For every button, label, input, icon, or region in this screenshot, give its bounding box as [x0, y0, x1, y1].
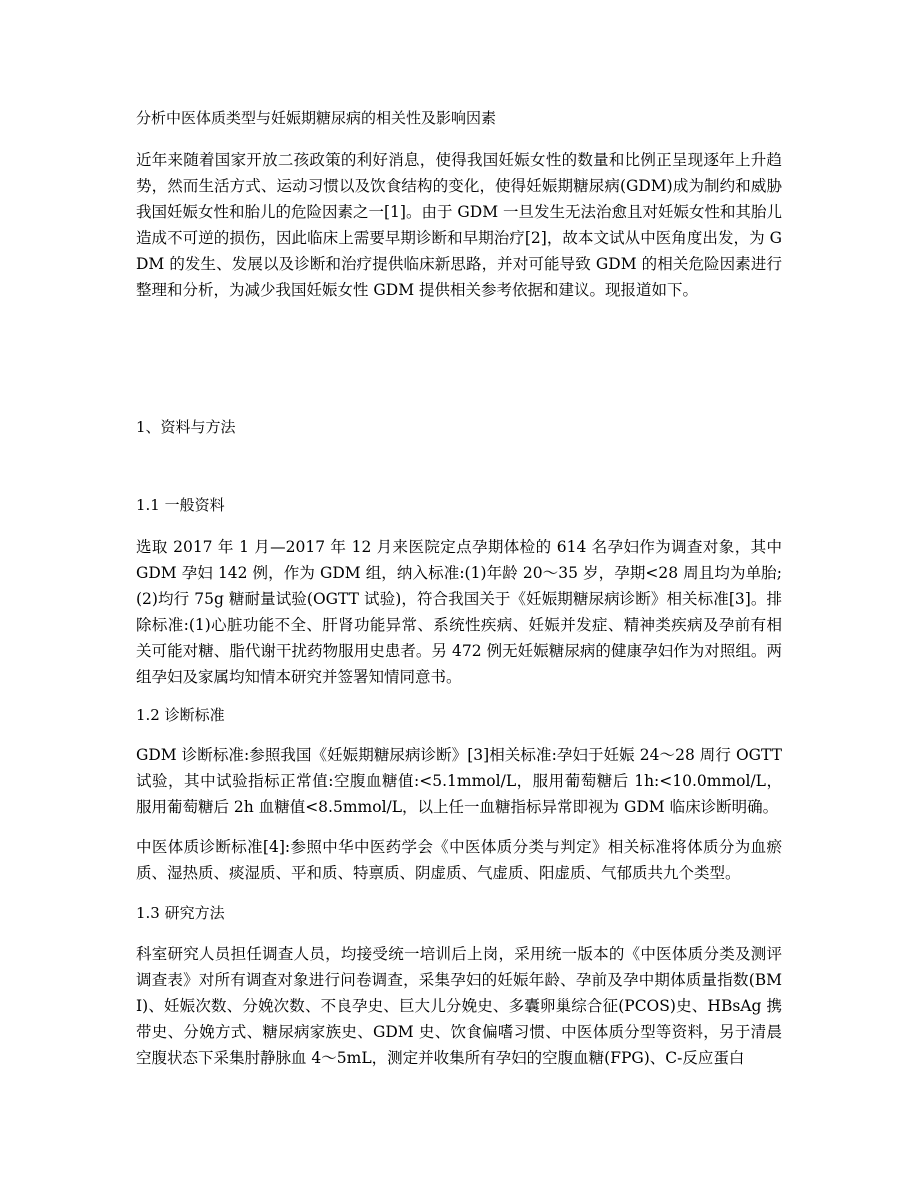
section-1-1-paragraph: 选取 2017 年 1 月—2017 年 12 月来医院定点孕期体检的 614 名孕妇作为调查对象，其中 GDM 孕妇 142 例，作为 GDM 组，纳入标准:(1)年龄 20～35 岁，孕期<28 周且均为单胎;(2)均行 75g 糖耐量试验(OGTT 试验)，符合我国关于《妊娠期糖尿病诊断》相关标准[3]。排除标准:(1)心脏功能不全、肝肾功能异常、系统性疾病、妊娠并发症、精神类疾病及孕前有相关可能对糖、脂代谢干扰药物服用史患者。另 472 例无妊娠糖尿病的健康孕妇作为对照组。两组孕妇及家属均知情本研究并签署知情同意书。 [136, 538, 782, 686]
section-1-3-heading: 1.3 研究方法 [136, 904, 225, 922]
section-1-1-heading: 1.1 一般资料 [136, 496, 225, 514]
section-1-2-paragraph-gdm: GDM 诊断标准:参照我国《妊娠期糖尿病诊断》[3]相关标准:孕妇于妊娠 24～28 周行 OGTT 试验，其中试验指标正常值:空腹血糖值:<5.1mmol/L，服用葡萄糖后 1h:<10.0mmol/L，服用葡萄糖后 2h 血糖值<8.5mmol/L，以上任一血糖指标异常即视为 GDM 临床诊断明确。 [136, 746, 782, 816]
section-1-2-paragraph-tcm: 中医体质诊断标准[4]:参照中华中医药学会《中医体质分类与判定》相关标准将体质分为血瘀质、湿热质、痰湿质、平和质、特禀质、阴虚质、气虚质、阳虚质、气郁质共九个类型。 [136, 838, 782, 882]
section-1-2-heading: 1.2 诊断标准 [136, 706, 225, 724]
document-title: 分析中医体质类型与妊娠期糖尿病的相关性及影响因素 [136, 109, 497, 127]
intro-paragraph: 近年来随着国家开放二孩政策的利好消息，使得我国妊娠女性的数量和比例正呈现逐年上升趋势，然而生活方式、运动习惯以及饮食结构的变化，使得妊娠期糖尿病(GDM)成为制约和威胁我国妊娠女性和胎儿的危险因素之一[1]。由于 GDM 一旦发生无法治愈且对妊娠女性和其胎儿造成不可逆的损伤，因此临床上需要早期诊断和早期治疗[2]，故本文试从中医角度出发，为 GDM 的发生、发展以及诊断和治疗提供临床新思路，并对可能导致 GDM 的相关危险因素进行整理和分析，为减少我国妊娠女性 GDM 提供相关参考依据和建议。现报道如下。 [136, 151, 782, 299]
section-1-3-paragraph: 科室研究人员担任调查人员，均接受统一培训后上岗，采用统一版本的《中医体质分类及测评调查表》对所有调查对象进行问卷调查，采集孕妇的妊娠年龄、孕前及孕中期体质量指数(BMI)、妊娠次数、分娩次数、不良孕史、巨大儿分娩史、多囊卵巢综合征(PCOS)史、HBsAg 携带史、分娩方式、糖尿病家族史、GDM 史、饮食偏嗜习惯、中医体质分型等资料，另于清晨空腹状态下采集肘静脉血 4～5mL，测定并收集所有孕妇的空腹血糖(FPG)、C-反应蛋白 [136, 945, 782, 1067]
section-1-heading: 1、资料与方法 [136, 418, 236, 436]
